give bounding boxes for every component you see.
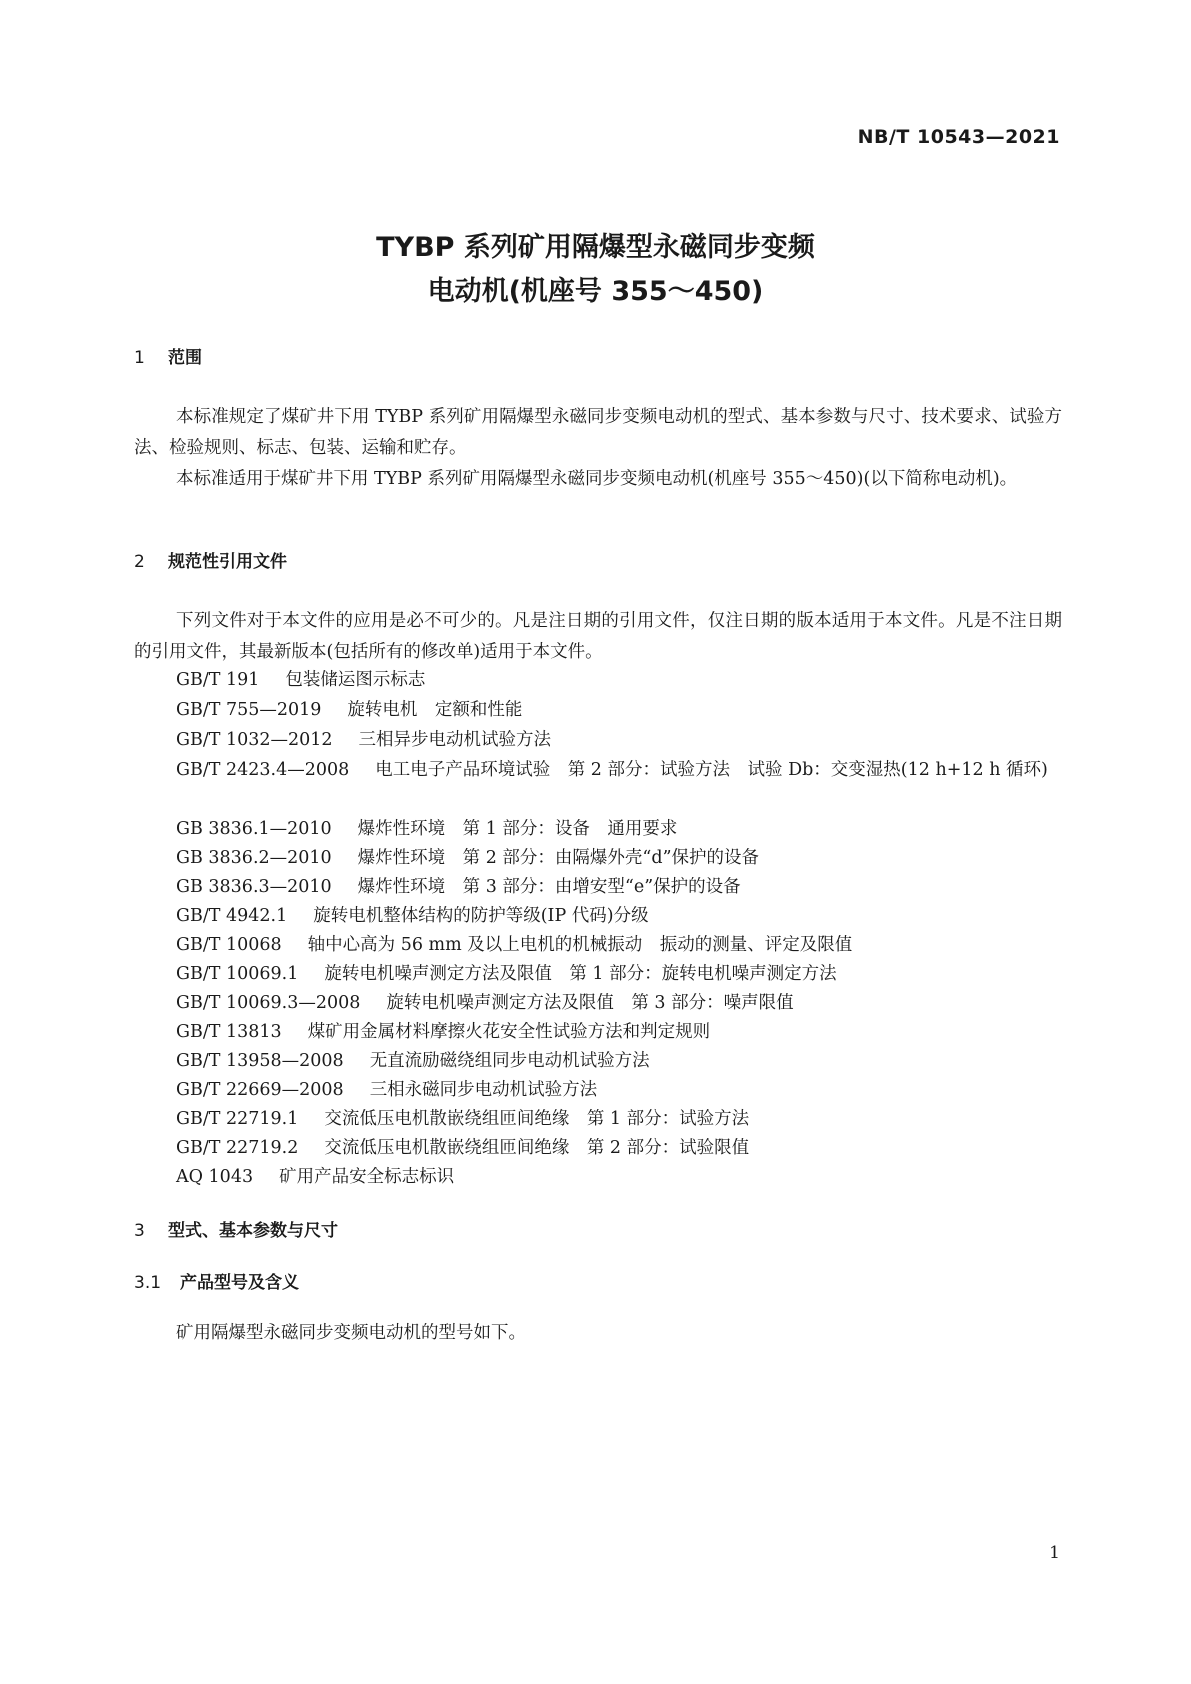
reference-item <box>176 901 649 932</box>
section-title: 范围 <box>168 348 202 368</box>
reference-item <box>176 695 522 726</box>
reference-title: 无直流励磁绕组同步电动机试验方法 <box>369 1051 650 1071</box>
reference-code: GB/T 10068 <box>176 935 282 955</box>
reference-title: 三相永磁同步电动机试验方法 <box>369 1080 598 1100</box>
reference-code: GB/T 10069.3—2008 <box>176 993 361 1013</box>
reference-item <box>176 843 759 874</box>
reference-title: 旋转电机噪声测定方法及限值 第 1 部分：旋转电机噪声测定方法 <box>324 964 837 984</box>
section-title: 型式、基本参数与尺寸 <box>168 1221 338 1241</box>
model-paragraph: 矿用隔爆型永磁同步变频电动机的型号如下。 <box>176 1323 526 1343</box>
reference-code: GB/T 13958—2008 <box>176 1051 344 1071</box>
reference-title: 矿用产品安全标志标识 <box>279 1167 455 1187</box>
subsection-title: 产品型号及含义 <box>180 1273 299 1293</box>
reference-code: GB/T 13813 <box>176 1022 282 1042</box>
reference-code: GB/T 2423.4—2008 <box>176 760 350 780</box>
document-title-line1: TYBP 系列矿用隔爆型永磁同步变频 <box>376 232 815 263</box>
reference-code: AQ 1043 <box>176 1167 254 1187</box>
reference-item <box>176 725 551 756</box>
reference-code: GB 3836.3—2010 <box>176 877 332 897</box>
reference-code: GB/T 755—2019 <box>176 700 322 720</box>
subsection-number: 3.1 <box>134 1273 162 1293</box>
reference-title: 爆炸性环境 第 1 部分：设备 通用要求 <box>357 819 678 839</box>
standard-number: NB/T 10543—2021 <box>857 126 1060 148</box>
reference-item <box>176 988 794 1019</box>
reference-code: GB/T 22719.1 <box>176 1109 299 1129</box>
section-number: 1 <box>134 348 145 368</box>
reference-item <box>176 665 425 696</box>
reference-title: 包装储运图示标志 <box>285 670 426 690</box>
reference-code: GB/T 22669—2008 <box>176 1080 344 1100</box>
reference-title: 电工电子产品环境试验 第 2 部分：试验方法 试验 Db：交变湿热(12 h+12 h 循环) <box>375 760 1048 780</box>
scope-paragraph-1: 本标准规定了煤矿井下用 TYBP 系列矿用隔爆型永磁同步变频电动机的型式、基本参数与尺寸、技术要求、试验方法、检验规则、标志、包装、运输和贮存。 <box>134 407 1062 458</box>
reference-code: GB 3836.1—2010 <box>176 819 332 839</box>
reference-title: 交流低压电机散嵌绕组匝间绝缘 第 2 部分：试验限值 <box>324 1138 750 1158</box>
reference-item <box>176 1162 454 1193</box>
reference-item <box>176 1104 749 1135</box>
reference-item <box>176 930 852 961</box>
section-2-heading <box>134 550 287 574</box>
reference-title: 爆炸性环境 第 3 部分：由增安型“e”保护的设备 <box>357 877 741 897</box>
reference-code: GB/T 22719.2 <box>176 1138 299 1158</box>
reference-item <box>176 1017 710 1048</box>
reference-title: 爆炸性环境 第 2 部分：由隔爆外壳“d”保护的设备 <box>357 848 760 868</box>
document-title-line2: 电动机(机座号 355～450) <box>427 276 764 307</box>
reference-code: GB/T 10069.1 <box>176 964 299 984</box>
reference-item <box>176 959 837 990</box>
section-number: 2 <box>134 552 145 572</box>
reference-title: 煤矿用金属材料摩擦火花安全性试验方法和判定规则 <box>307 1022 711 1042</box>
reference-item <box>134 755 1062 786</box>
reference-item <box>176 1046 650 1077</box>
subsection-3-1-heading <box>134 1271 299 1295</box>
reference-item <box>176 872 741 903</box>
page-number: 1 <box>1049 1543 1060 1563</box>
reference-item <box>176 1133 749 1164</box>
section-title: 规范性引用文件 <box>168 552 287 572</box>
reference-item <box>176 1075 597 1106</box>
reference-title: 交流低压电机散嵌绕组匝间绝缘 第 1 部分：试验方法 <box>324 1109 750 1129</box>
reference-code: GB/T 4942.1 <box>176 906 288 926</box>
reference-title: 旋转电机 定额和性能 <box>347 700 523 720</box>
reference-title: 旋转电机噪声测定方法及限值 第 3 部分：噪声限值 <box>386 993 794 1013</box>
reference-code: GB/T 191 <box>176 670 260 690</box>
references-intro: 下列文件对于本文件的应用是必不可少的。凡是注日期的引用文件，仅注日期的版本适用于本文件。凡是不注日期的引用文件，其最新版本(包括所有的修改单)适用于本文件。 <box>134 611 1062 662</box>
reference-title: 三相异步电动机试验方法 <box>358 730 552 750</box>
section-1-heading <box>134 346 202 370</box>
reference-item <box>176 814 677 845</box>
section-number: 3 <box>134 1221 145 1241</box>
reference-code: GB 3836.2—2010 <box>176 848 332 868</box>
reference-code: GB/T 1032—2012 <box>176 730 333 750</box>
scope-paragraph-2: 本标准适用于煤矿井下用 TYBP 系列矿用隔爆型永磁同步变频电动机(机座号 355～450)(以下简称电动机)。 <box>176 469 1018 489</box>
reference-title: 轴中心高为 56 mm 及以上电机的机械振动 振动的测量、评定及限值 <box>307 935 853 955</box>
section-3-heading <box>134 1219 338 1243</box>
reference-title: 旋转电机整体结构的防护等级(IP 代码)分级 <box>313 906 649 926</box>
